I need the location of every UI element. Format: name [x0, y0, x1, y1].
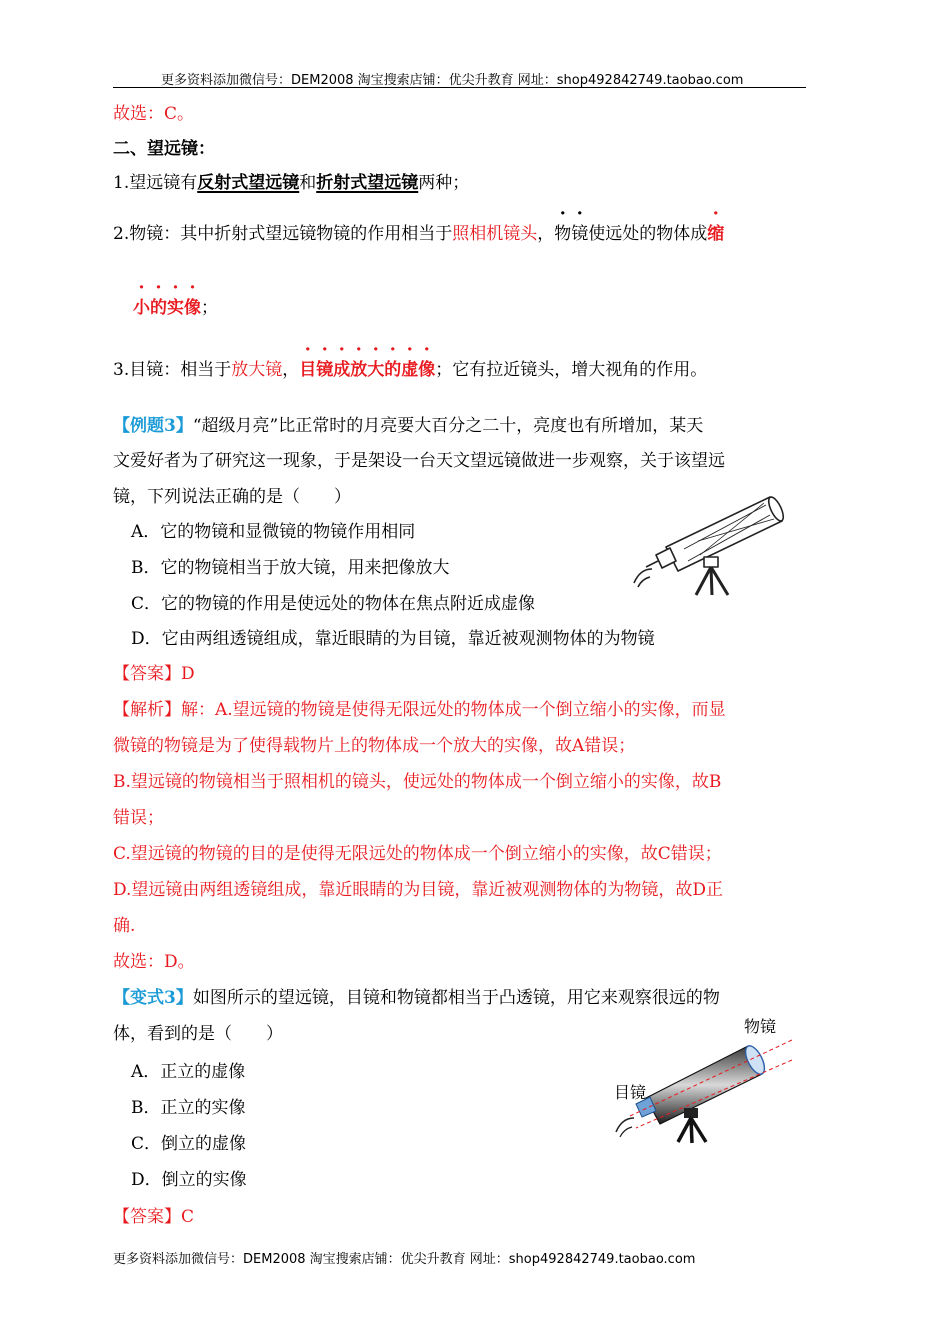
refracting-telescope-illustration: [606, 1016, 796, 1146]
point-2-num: 2.: [113, 224, 130, 244]
point-1-text-a: 望远镜有: [129, 173, 198, 193]
point-2-text-b: ，: [537, 224, 555, 244]
emphasis-char: 缩: [707, 224, 725, 244]
variant-3-q1: 如图所示的望远镜，目镜和物镜都相当于凸透镜，用它来观察很远的物: [192, 988, 720, 1008]
variant-3-answer-tag: 【答案】: [113, 1207, 181, 1227]
example-3-analysis-line-3: B.望远镜的物镜相当于照相机的镜头，使远处的物体成一个倒立缩小的实像，故B: [113, 772, 722, 792]
example-3-analysis-line-5: C.望远镜的物镜的目的是使得无限远处的物体成一个倒立缩小的实像，故C错误；: [113, 844, 722, 864]
example-3-analysis-line-1: [113, 698, 726, 722]
example-3-option-a: A．它的物镜和显微镜的物镜作用相同: [131, 522, 416, 542]
emphasis-char: 的: [150, 298, 167, 318]
emphasis-char: 镜: [571, 224, 589, 244]
point-1: [113, 171, 469, 195]
point-2-text-a: 物镜：其中折射式望远镜物镜的作用相当于: [129, 224, 453, 244]
emphasis-char: 虚: [401, 360, 419, 380]
refracting-telescope-term: 折射式望远镜: [316, 173, 419, 193]
variant-3-tag: 【变式3】: [113, 988, 193, 1008]
point-2: [113, 222, 724, 246]
variant-3-answer-value: C: [181, 1207, 195, 1227]
emphasis-char: 的: [384, 360, 402, 380]
emphasis-char: 大: [367, 360, 385, 380]
emphasis-char: 放: [350, 360, 368, 380]
point-2-end: ；: [201, 298, 218, 318]
point-1-text-c: 两种；: [418, 173, 470, 193]
example-3-question-line-2: 文爱好者为了研究这一现象，于是架设一台天文望远镜做进一步观察，关于该望远: [113, 451, 725, 471]
point-1-text-b: 和: [299, 173, 317, 193]
point-3-num: 3.: [113, 360, 130, 380]
emphasis-char: 镜: [316, 360, 334, 380]
point-1-num: 1.: [113, 173, 130, 193]
example-3-analysis-line-2: 微镜的物镜是为了使得载物片上的物体成一个放大的实像，故A错误；: [113, 736, 636, 756]
page-header: 更多资料添加微信号：DEM2008 淘宝搜索店铺：优尖升教育 网址：shop492842749.taobao.com: [161, 73, 744, 88]
camera-lens-term: 照相机镜头: [452, 224, 538, 244]
variant-3-option-a: A．正立的虚像: [131, 1062, 246, 1082]
emphasis-char: 像: [418, 360, 436, 380]
top-choice: 故选：C。: [113, 104, 195, 124]
example-3-analysis-text: 解：A.望远镜的物镜是使得无限远处的物体成一个倒立缩小的实像，而显: [181, 700, 726, 720]
point-2-text-c: 使远处的物体成: [588, 224, 708, 244]
variant-3-option-d: D．倒立的实像: [131, 1170, 247, 1190]
variant-3-question-line-1: [113, 986, 720, 1010]
example-3-analysis-tag: 【解析】: [113, 700, 181, 720]
emphasis-char: 像: [184, 298, 201, 318]
point-2-continuation: [133, 296, 218, 320]
variant-3-option-c: C．倒立的虚像: [131, 1134, 247, 1154]
example-3-q1: “超级月亮”比正常时的月亮要大百分之二十，亮度也有所增加，某天: [192, 416, 704, 436]
emphasis-char: 目: [299, 360, 317, 380]
point-3-text-a: 目镜：相当于: [129, 360, 232, 380]
example-3-choice: 故选：D。: [113, 952, 195, 972]
example-3-option-b: B．它的物镜相当于放大镜，用来把像放大: [131, 558, 450, 578]
variant-3-option-b: B．正立的实像: [131, 1098, 246, 1118]
point-3-text-b: ，: [282, 360, 300, 380]
variant-3-question-line-2: 体，看到的是（ ）: [113, 1024, 283, 1044]
example-3-analysis-line-7: 确.: [113, 916, 136, 936]
magnifier-term: 放大镜: [231, 360, 283, 380]
variant-3-answer: [113, 1205, 194, 1229]
eyepiece-label: 目镜: [614, 1083, 647, 1102]
emphasis-char: 成: [333, 360, 351, 380]
example-3-tag: 【例题3】: [113, 416, 193, 436]
emphasis-char: 物: [554, 224, 572, 244]
reflecting-telescope-term: 反射式望远镜: [197, 173, 300, 193]
example-3-question-line-3: 镜，下列说法正确的是（ ）: [113, 487, 351, 507]
example-3-answer-tag: 【答案】: [113, 664, 181, 684]
point-3: [113, 358, 707, 382]
example-3-question-line-1: [113, 414, 703, 438]
example-3-analysis-line-6: D.望远镜由两组透镜组成，靠近眼睛的为目镜，靠近被观测物体的为物镜，故D正: [113, 880, 724, 900]
objective-lens-label: 物镜: [744, 1017, 777, 1036]
emphasis-char: 小: [133, 298, 150, 318]
example-3-analysis-line-4: 错误；: [113, 808, 164, 828]
emphasis-char: 实: [167, 298, 184, 318]
example-3-answer: [113, 662, 195, 686]
header-rule: [113, 87, 806, 88]
page-footer: 更多资料添加微信号：DEM2008 淘宝搜索店铺：优尖升教育 网址：shop492842749.taobao.com: [113, 1252, 696, 1267]
example-3-option-c: C．它的物镜的作用是使远处的物体在焦点附近成虚像: [131, 594, 536, 614]
point-3-text-c: ；它有拉近镜头，增大视角的作用。: [435, 360, 708, 380]
example-3-answer-value: D: [181, 664, 195, 684]
example-3-option-d: D．它由两组透镜组成，靠近眼睛的为目镜，靠近被观测物体的为物镜: [131, 629, 655, 649]
reflecting-telescope-illustration: [628, 487, 788, 597]
section-title: 二、望远镜：: [113, 139, 215, 159]
